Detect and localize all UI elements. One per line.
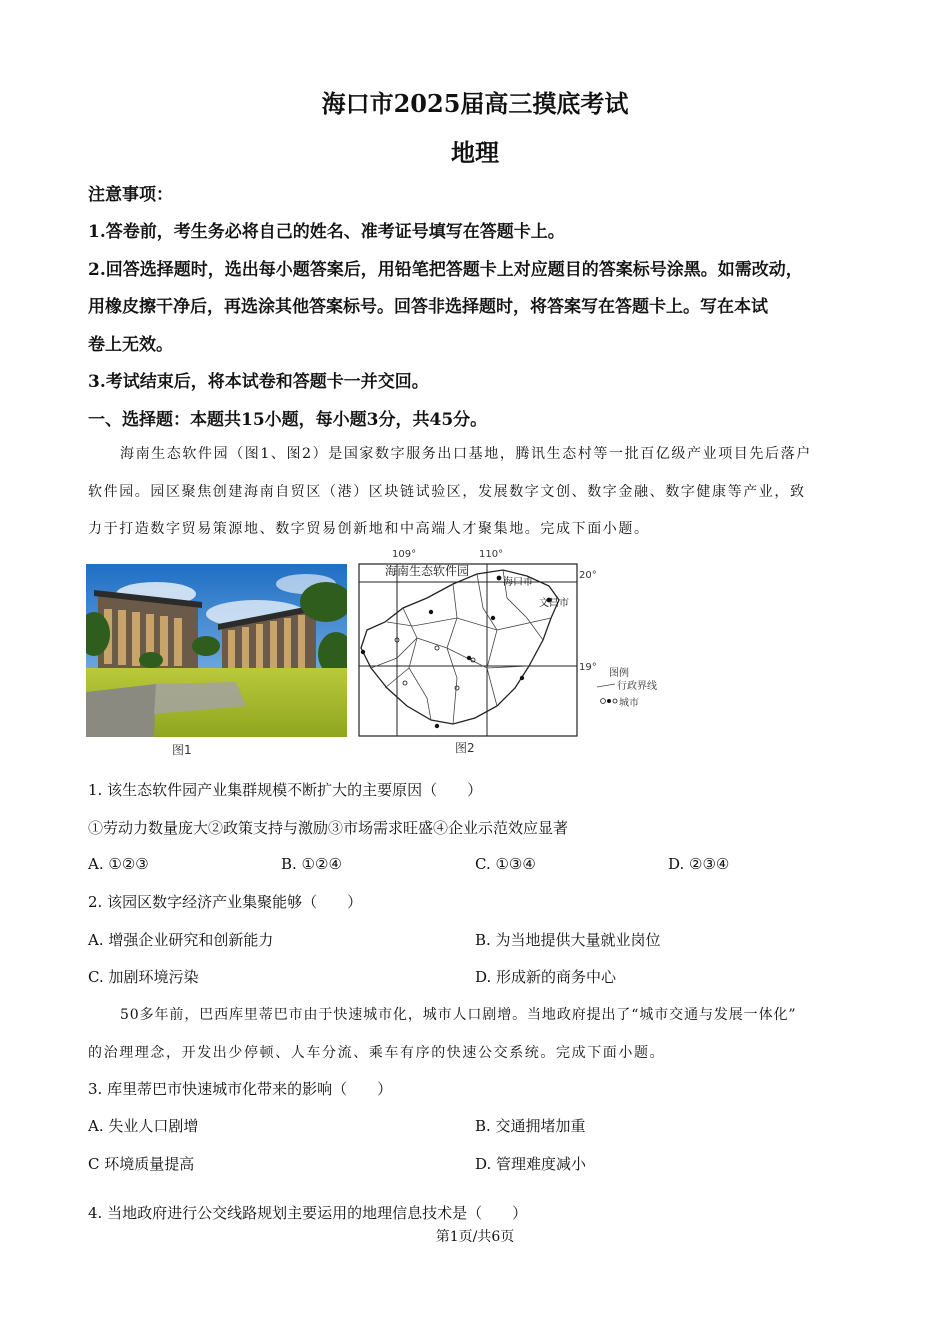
map-legend-border: 行政界线 [617, 681, 657, 692]
q3-option-d: D. 管理难度减小 [475, 1155, 587, 1173]
q1-option-c: C. ①③④ [475, 855, 536, 873]
map-lon-109: 109° [392, 549, 417, 560]
map-legend-city: 城市 [619, 698, 639, 709]
notice-item-3: 3.考试结束后，将本试卷和答题卡一并交回。 [88, 372, 429, 392]
q2-option-c: C. 加剧环境污染 [88, 968, 199, 986]
q1-statements: ①劳动力数量庞大②政策支持与激励③市场需求旺盛④企业示范效应显著 [88, 819, 569, 837]
q3-option-a: A. 失业人口剧增 [88, 1117, 199, 1135]
passage1-line-3: 力于打造数字贸易策源地、数字贸易创新地和中高端人才聚集地。完成下面小题。 [88, 521, 650, 537]
map-city-wenchang: 文昌市 [539, 598, 569, 609]
q3-option-b: B. 交通拥堵加重 [475, 1117, 586, 1135]
figure2-map [357, 548, 660, 738]
map-lat-20: 20° [579, 570, 597, 581]
q3-option-c: C 环境质量提高 [88, 1155, 195, 1173]
q1-stem: 1. 该生态软件园产业集群规模不断扩大的主要原因（ ） [88, 781, 483, 799]
q4-stem: 4. 当地政府进行公交线路规划主要运用的地理信息技术是（ ） [88, 1204, 528, 1222]
section-heading: 一、选择题：本题共15小题，每小题3分，共45分。 [88, 410, 488, 430]
passage1-line-1: 海南生态软件园（图1、图2）是国家数字服务出口基地，腾讯生态村等一批百亿级产业项目先后落户 [120, 446, 812, 462]
q1-option-a: A. ①②③ [88, 855, 149, 873]
subject-title: 地理 [451, 138, 499, 167]
map-city-haikou: 海口市 [503, 577, 533, 588]
q2-stem: 2. 该园区数字经济产业集聚能够（ ） [88, 893, 363, 911]
q2-option-b: B. 为当地提供大量就业岗位 [475, 931, 661, 949]
map-park-label: 海南生态软件园 [385, 564, 470, 578]
passage1-line-2: 软件园。园区聚焦创建海南自贸区（港）区块链试验区，发展数字文创、数字金融、数字健康等产业，致 [88, 484, 806, 500]
figure2-caption: 图2 [455, 741, 475, 755]
passage2-line-2: 的治理理念，开发出少停顿、人车分流、乘车有序的快速公交系统。完成下面小题。 [88, 1045, 666, 1061]
q2-option-a: A. 增强企业研究和创新能力 [88, 931, 274, 949]
page-number: 第1页/共6页 [435, 1229, 515, 1245]
notice-item-1: 1.答卷前，考生务必将自己的姓名、准考证号填写在答题卡上。 [88, 222, 565, 242]
notice-item-2-cont: 用橡皮擦干净后，再选涂其他答案标号。回答非选择题时，将答案写在答题卡上。写在本试 [88, 297, 768, 317]
map-lon-110: 110° [479, 549, 504, 560]
q3-stem: 3. 库里蒂巴市快速城市化带来的影响（ ） [88, 1080, 393, 1098]
figure1-caption: 图1 [172, 743, 192, 757]
exam-title: 海口市2025届高三摸底考试 [321, 89, 629, 118]
map-legend-title: 图例 [609, 668, 629, 679]
q1-option-d: D. ②③④ [668, 855, 730, 873]
notice-item-2: 2.回答选择题时，选出每小题答案后，用铅笔把答题卡上对应题目的答案标号涂黑。如需改动， [88, 260, 803, 280]
q2-option-d: D. 形成新的商务中心 [475, 968, 617, 986]
q1-option-b: B. ①②④ [281, 855, 342, 873]
notice-heading: 注意事项： [88, 185, 173, 205]
notice-item-2-end: 卷上无效。 [88, 335, 173, 355]
map-lat-19: 19° [579, 662, 597, 673]
passage2-line-1: 50多年前，巴西库里蒂巴市由于快速城市化，城市人口剧增。当地政府提出了“城市交通与发展一体化” [120, 1007, 797, 1023]
figure1-photo [86, 564, 347, 737]
